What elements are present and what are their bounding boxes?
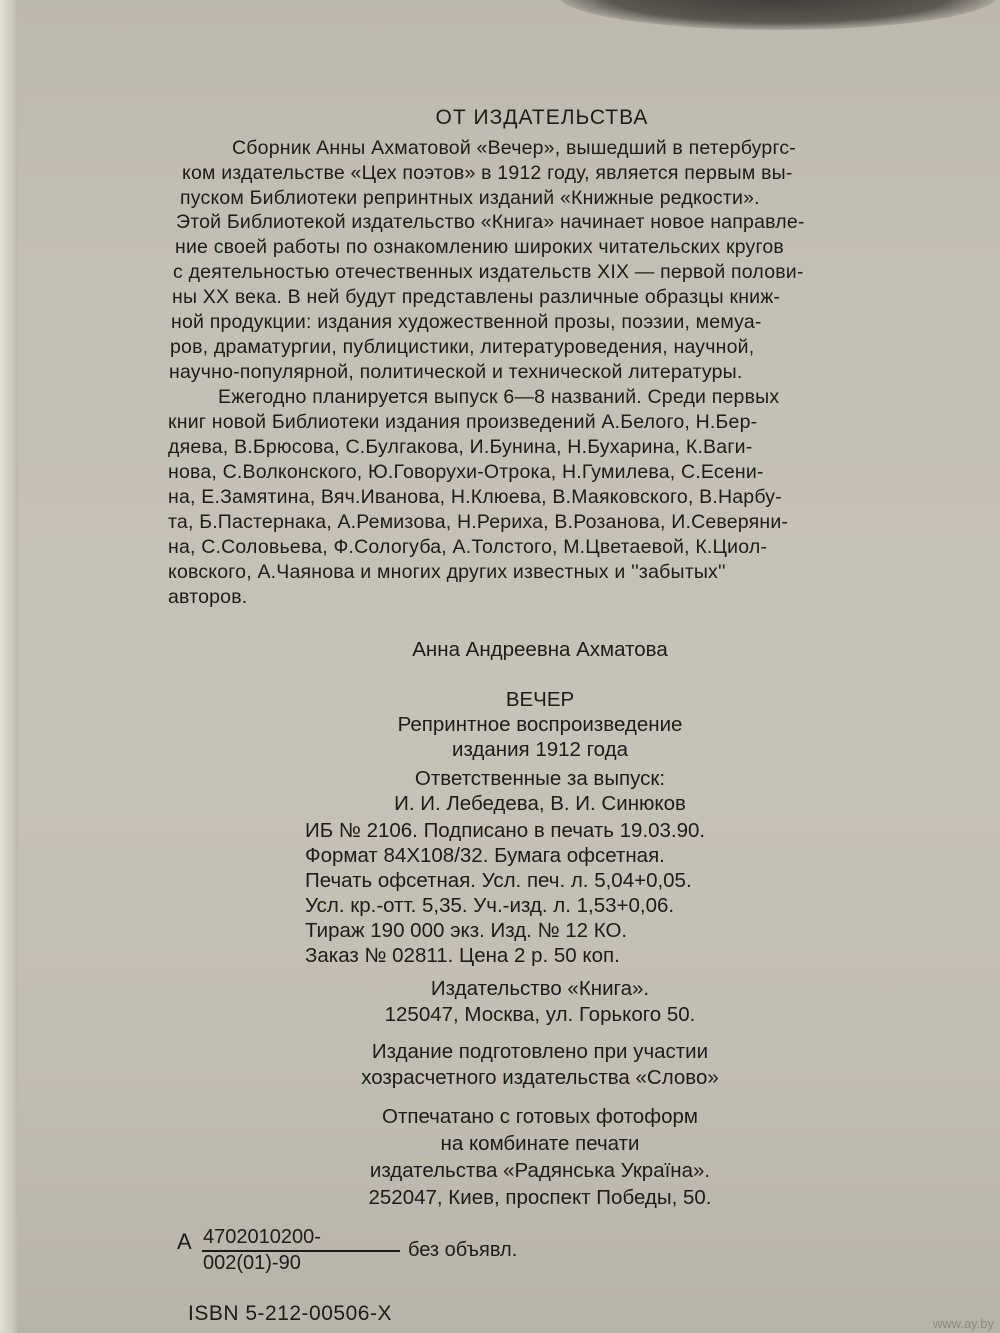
preface-p1-line: Сборник Анны Ахматовой «Вечер», вышедший в петербургс- [232, 137, 796, 159]
printed-line: 252047, Киев, проспект Победы, 50. [368, 1186, 712, 1209]
prepared-line: Издание подготовлено при участии [371, 1040, 709, 1063]
preface-p1-line: Этой Библиотекой издательство «Книга» начинает новое направле- [176, 211, 805, 233]
preface-p2-line: дяева, В.Брюсова, С.Булгакова, И.Бунина, Н.Бухарина, К.Ваги- [168, 436, 753, 458]
preface-p2-line: нова, С.Волконского, Ю.Говорухи-Отрока, Н.Гумилева, С.Есени- [168, 461, 764, 483]
author-name: Анна Андреевна Ахматова [412, 638, 668, 661]
tech-line: Печать офсетная. Усл. печ. л. 5,04+0,05. [305, 869, 692, 892]
tech-line: Усл. кр.-отт. 5,35. Уч.-изд. л. 1,53+0,06. [305, 894, 675, 917]
printed-line: на комбинате печати [440, 1132, 640, 1155]
tech-line: Заказ № 02811. Цена 2 р. 50 коп. [305, 944, 620, 967]
bbk-prefix: А [177, 1229, 192, 1254]
watermark: www.ay.by [932, 1316, 994, 1331]
preface-p1-line: ной продукции: издания художественной прозы, поэзии, мемуа- [171, 311, 762, 333]
publisher-line: 125047, Москва, ул. Горького 50. [384, 1003, 696, 1026]
responsible-names: И. И. Лебедева, В. И. Синюков [394, 792, 686, 815]
preface-p2-line: на, С.Соловьева, Ф.Сологуба, А.Толстого, М.Цветаевой, К.Циол- [168, 536, 768, 558]
preface-heading: ОТ ИЗДАТЕЛЬСТВА [435, 106, 649, 129]
preface-p1-line: с деятельностью отечественных издательств XIX — первой полови- [173, 261, 804, 283]
tech-line: Тираж 190 000 экз. Изд. № 12 КО. [305, 919, 628, 942]
preface-p2-line: Ежегодно планируется выпуск 6—8 названий. Среди первых [218, 386, 780, 408]
preface-p1-line: пуском Библиотеки репринтных изданий «Книжные редкости». [180, 187, 760, 209]
prepared-line: хозрасчетного издательства «Слово» [361, 1066, 719, 1089]
printed-line: издательства «Радянська Україна». [369, 1159, 711, 1182]
preface-p1-line: ком издательстве «Цех поэтов» в 1912 году, является первым вы- [182, 162, 793, 184]
subtitle-line: издания 1912 года [452, 738, 628, 761]
subtitle-line: Репринтное воспроизведение [397, 713, 683, 736]
book-title: ВЕЧЕР [505, 688, 575, 711]
publisher-line: Издательство «Книга». [430, 977, 650, 1000]
printed-line: Отпечатано с готовых фотоформ [382, 1105, 698, 1128]
preface-p2-line: та, Б.Пастернака, А.Ремизова, Н.Рериха, В.Розанова, И.Северяни- [168, 511, 789, 533]
bbk-denominator: 002(01)-90 [203, 1252, 301, 1274]
preface-p1-line: ние своей работы по ознакомлению широких читательских кругов [175, 236, 784, 258]
tech-line: Формат 84Х108/32. Бумага офсетная. [305, 844, 665, 867]
top-shadow [558, 0, 998, 30]
preface-p2-line: книг новой Библиотеки издания произведений А.Белого, Н.Бер- [168, 411, 758, 433]
preface-p2-line: на, Е.Замятина, Вяч.Иванова, Н.Клюева, В.Маяковского, В.Нарбу- [168, 486, 782, 508]
tech-line: ИБ № 2106. Подписано в печать 19.03.90. [305, 819, 706, 842]
preface-p1-line: ны XX века. В ней будут представлены различные образцы книж- [172, 286, 781, 308]
preface-p1-line: научно-популярной, политической и технической литературы. [169, 361, 743, 383]
isbn: ISBN 5-212-00506-Х [188, 1302, 392, 1325]
bbk-note: без объявл. [408, 1239, 518, 1261]
bbk-numerator: 4702010200- [203, 1226, 321, 1248]
preface-p2-line: ковского, А.Чаянова и многих других известных и ''забытых'' [168, 561, 726, 583]
preface-p2-line: авторов. [168, 586, 248, 608]
preface-p1-line: ров, драматургии, публицистики, литературоведения, научной, [170, 336, 755, 358]
responsible-label: Ответственные за выпуск: [414, 767, 666, 790]
page-stack-edge [0, 0, 20, 1333]
